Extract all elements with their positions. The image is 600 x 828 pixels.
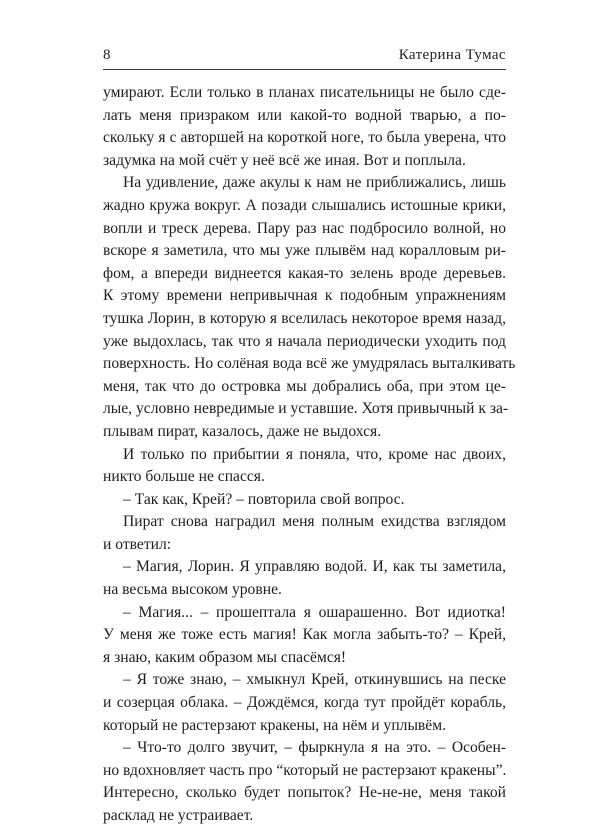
paragraph <box>103 511 506 556</box>
text-line: лые, условно невредимые и уставшие. Хотя привычный к за- <box>103 400 509 418</box>
text-line: – Магия... – прошептала я ошарашенно. Вот идиотка! <box>123 603 506 621</box>
text-line: – Так как, Крей? – повторила свой вопрос. <box>123 490 405 508</box>
text-line: но вдохновляет часть про “который не растерзают кракены”. <box>103 761 507 779</box>
paragraph <box>103 669 506 737</box>
text-line: который не растерзают кракены, на нём и уплывём. <box>103 716 446 734</box>
text-line: я знаю, каким образом мы спасёмся! <box>103 648 347 666</box>
text-line: вопли и треск дерева. Пару раз нас подбросило волной, но <box>103 219 506 237</box>
text-line: лать меня призраком или какой-то водной тварью, а по- <box>103 106 506 124</box>
text-line: уже выдохлась, так что я начала периодически уходить под <box>103 332 506 350</box>
text-line: на весьма высоком уровне. <box>103 581 282 599</box>
text-line: Интересно, сколько будет попыток? Не-не-не, меня такой <box>103 784 506 802</box>
text-line: поверхность. Но солёная вода всё же умудрялась выталкивать <box>103 355 516 373</box>
running-header <box>103 44 506 66</box>
paragraph <box>103 444 506 489</box>
text-line: У меня же тоже есть магия! Как могла забыть-то? – Крей, <box>103 626 506 644</box>
text-line: и созерцая облака. – Дождёмся, когда тут пройдёт корабль, <box>103 694 506 712</box>
text-line: плывам пират, казалось, даже не выдохся. <box>103 422 382 440</box>
text-line: На удивление, даже акулы к нам не приближались, лишь <box>123 174 506 192</box>
text-line: вскоре я заметила, что мы уже плывём над коралловым ри- <box>103 242 506 260</box>
header-rule <box>103 69 506 70</box>
page-number: 8 <box>103 47 111 63</box>
text-line: и ответил: <box>103 535 172 553</box>
text-line: – Я тоже знаю, – хмыкнул Крей, откинувшись на песке <box>123 671 506 689</box>
text-line: тушка Лорин, в которую я вселилась некоторое время назад, <box>103 309 506 327</box>
paragraph <box>103 489 506 512</box>
paragraph <box>103 737 506 827</box>
text-line: задумка на мой счёт у неё всё же иная. Вот и поплыла. <box>103 151 466 169</box>
author-name: Катерина Тумас <box>398 47 506 63</box>
paragraph <box>103 602 506 670</box>
text-line: Пират снова наградил меня полным ехидства взглядом <box>123 513 506 531</box>
paragraph <box>103 82 506 172</box>
text-line: умирают. Если только в планах писательницы не было сде- <box>103 84 506 101</box>
paragraph <box>103 172 516 443</box>
body-text <box>103 82 516 828</box>
text-line: расклад не устраивает. <box>103 807 254 824</box>
paragraph <box>103 556 506 601</box>
text-line: К этому времени непривычная к подобным упражнениям <box>103 287 506 305</box>
text-line: – Что-то долго звучит, – фыркнула я на это. – Особен- <box>123 739 506 757</box>
text-line: – Магия, Лорин. Я управляю водой. И, как ты заметила, <box>123 558 506 576</box>
text-line: никто больше не спасся. <box>103 468 265 486</box>
text-line: скольку я с авторшей на короткой ноге, то была уверена, что <box>103 129 506 147</box>
text-line: жадно кружа вокруг. А позади слышались истошные крики, <box>103 196 506 214</box>
text-line: фом, а впереди виднеется какая-то зелень вроде деревьев. <box>103 264 506 282</box>
text-line: меня, так что до островка мы добрались оба, при этом це- <box>103 377 506 395</box>
text-line: И только по прибытии я поняла, что, кроме нас двоих, <box>123 445 506 463</box>
